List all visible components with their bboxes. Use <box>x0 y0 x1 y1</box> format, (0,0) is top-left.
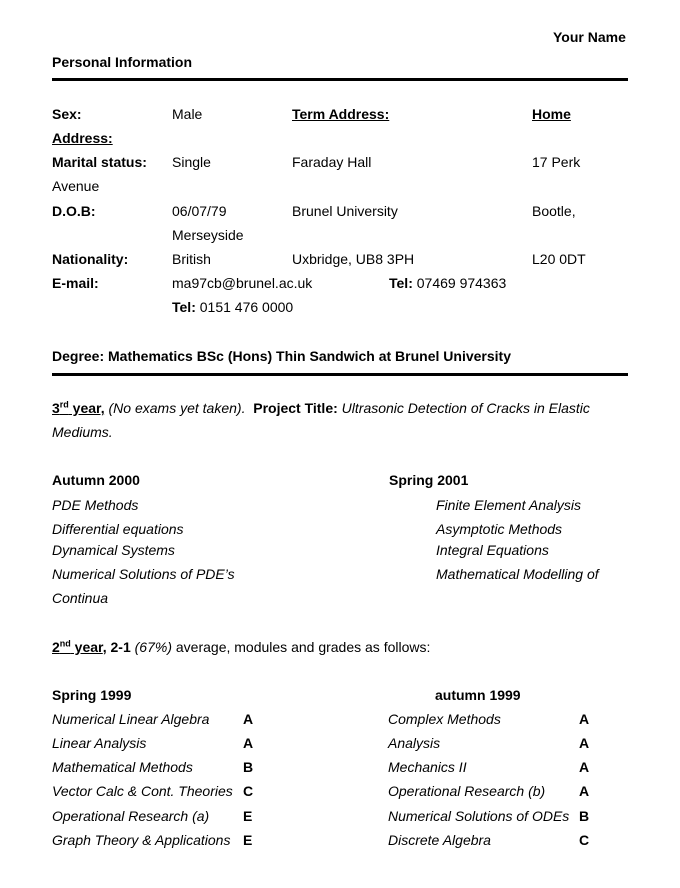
home-phone-value: 0151 476 0000 <box>199 299 294 315</box>
home-address-line3: L20 0DT <box>532 251 586 267</box>
email-label: E-mail: <box>52 275 99 291</box>
year2-autumn-module: Mechanics II <box>388 759 467 775</box>
year2-summary: average, modules and grades as follows: <box>175 639 431 655</box>
year2-spring-module: Mathematical Methods <box>52 759 193 775</box>
year2-percent: (67%) <box>134 639 172 655</box>
year2-autumn-module: Operational Research (b) <box>388 783 546 799</box>
year2-spring-grade: A <box>243 735 254 751</box>
year2-spring-grade: C <box>243 783 254 799</box>
home-phone-label: Tel: <box>172 299 196 315</box>
term-address-line1: Faraday Hall <box>292 154 372 170</box>
year2-spring-grade: B <box>243 759 254 775</box>
term-phone-value: 07469 974363 <box>416 275 507 291</box>
project-title-line1: Ultrasonic Detection of Cracks in Elastic <box>341 400 590 416</box>
nationality-label: Nationality: <box>52 251 129 267</box>
year2-autumn-module: Analysis <box>388 735 441 751</box>
year3-autumn-module: PDE Methods <box>52 497 139 513</box>
year2-spring-module: Vector Calc & Cont. Theories <box>52 783 233 799</box>
home-phone <box>172 298 293 316</box>
year3-spring-module: Mathematical Modelling of <box>436 566 599 582</box>
year3-autumn-module: Differential equations <box>52 521 184 537</box>
sex-label: Sex: <box>52 106 82 122</box>
year2-autumn-module: Complex Methods <box>388 711 501 727</box>
year2-spring-grade: E <box>243 808 253 824</box>
year3-heading: 3rd year, <box>52 399 105 416</box>
year2-autumn-grade: A <box>579 711 590 727</box>
project-title-line2: Mediums. <box>52 424 113 440</box>
year2-spring-module: Graph Theory & Applications <box>52 832 231 848</box>
term-address-line3: Uxbridge, UB8 3PH <box>292 251 415 267</box>
year2-autumn-module: Numerical Solutions of ODEs <box>388 808 570 824</box>
year3-line <box>52 399 590 417</box>
year3-spring-module: Asymptotic Methods <box>436 521 563 537</box>
term-phone-label: Tel: <box>389 275 413 291</box>
year3-spring-module: Finite Element Analysis <box>436 497 581 513</box>
year2-spring-module: Numerical Linear Algebra <box>52 711 210 727</box>
year3-autumn-module: Continua <box>52 590 109 606</box>
year2-autumn-heading: autumn 1999 <box>435 687 521 703</box>
nationality-value: British <box>172 251 211 267</box>
year2-autumn-grade: A <box>579 735 590 751</box>
year2-spring-heading: Spring 1999 <box>52 687 132 703</box>
cv-owner-name: Your Name <box>553 29 626 45</box>
section-divider <box>52 78 628 81</box>
year2-autumn-grade: B <box>579 808 590 824</box>
term-address-label: Term Address: <box>292 106 390 122</box>
year3-autumn-heading: Autumn 2000 <box>52 472 140 488</box>
marital-status-value: Single <box>172 154 211 170</box>
degree-divider <box>52 373 628 376</box>
year3-spring-module: Integral Equations <box>436 542 549 558</box>
marital-status-label: Marital status: <box>52 154 147 170</box>
dob-value: 06/07/79 <box>172 203 227 219</box>
year2-spring-module: Operational Research (a) <box>52 808 210 824</box>
year2-spring-grade: A <box>243 711 254 727</box>
year2-heading: 2nd year <box>52 638 103 655</box>
section-title-personal: Personal Information <box>52 54 193 70</box>
email-value[interactable]: ma97cb@brunel.ac.uk <box>172 275 313 291</box>
term-phone <box>389 274 506 292</box>
year2-autumn-grade: A <box>579 759 590 775</box>
home-address-line2: Bootle, <box>532 203 576 219</box>
dob-label: D.O.B: <box>52 203 96 219</box>
year3-spring-heading: Spring 2001 <box>389 472 469 488</box>
year3-autumn-module: Numerical Solutions of PDE’s <box>52 566 235 582</box>
degree-title: Degree: Mathematics BSc (Hons) Thin Sandwich at Brunel University <box>52 348 511 364</box>
home-address-line1-cont: Avenue <box>52 178 100 194</box>
year2-autumn-module: Discrete Algebra <box>388 832 491 848</box>
term-address-line2: Brunel University <box>292 203 398 219</box>
year2-line <box>52 638 430 656</box>
year2-spring-module: Linear Analysis <box>52 735 147 751</box>
year3-note: (No exams yet taken). <box>108 400 246 416</box>
home-address-line1: 17 Perk <box>532 154 581 170</box>
year2-autumn-grade: A <box>579 783 590 799</box>
home-address-line2-cont: Merseyside <box>172 227 244 243</box>
address-label: Address: <box>52 130 113 146</box>
year3-autumn-module: Dynamical Systems <box>52 542 175 558</box>
sex-value: Male <box>172 106 203 122</box>
year2-spring-grade: E <box>243 832 253 848</box>
year2-autumn-grade: C <box>579 832 590 848</box>
year2-grade: , 2-1 <box>102 639 131 655</box>
home-label: Home <box>532 106 571 122</box>
project-title-label: Project Title: <box>253 400 338 416</box>
